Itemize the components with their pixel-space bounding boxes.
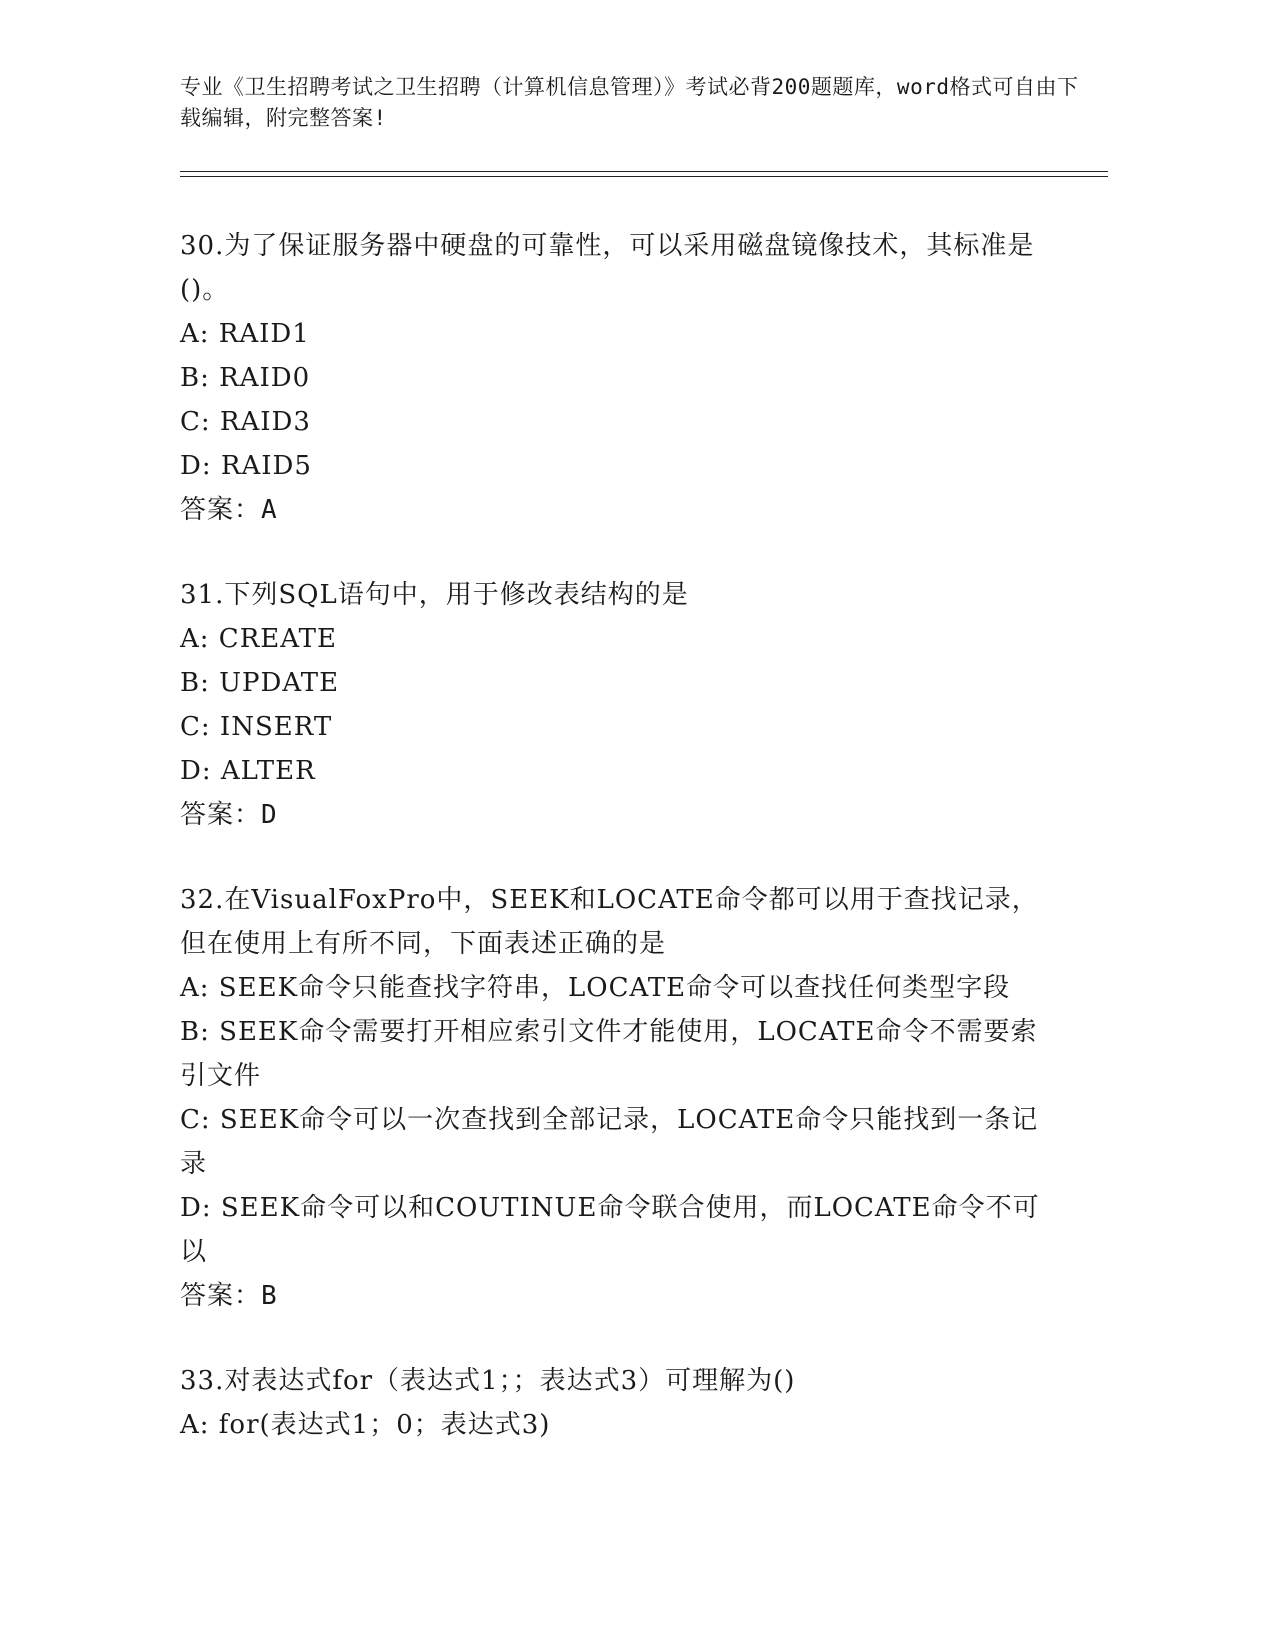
option-b: B: SEEK命令需要打开相应索引文件才能使用，LOCATE命令不需要索引文件 (180, 1017, 1038, 1091)
answer-text: 答案：A (180, 495, 278, 525)
header-divider (180, 171, 1108, 177)
option-d: D: ALTER (180, 756, 316, 786)
option-c: C: RAID3 (180, 407, 311, 437)
answer-text: 答案：B (180, 1281, 278, 1311)
option-a: A: CREATE (180, 624, 337, 654)
question-stem: 31.下列SQL语句中，用于修改表结构的是 (180, 580, 689, 610)
question-stem: 30.为了保证服务器中硬盘的可靠性，可以采用磁盘镜像技术，其标准是()。 (180, 231, 1035, 305)
question-30 (180, 224, 1060, 532)
option-c: C: SEEK命令可以一次查找到全部记录，LOCATE命令只能找到一条记录 (180, 1105, 1039, 1179)
question-stem: 33.对表达式for（表达式1；；表达式3）可理解为() (180, 1366, 796, 1396)
option-d: D: RAID5 (180, 451, 312, 481)
option-a: A: SEEK命令只能查找字符串，LOCATE命令可以查找任何类型字段 (180, 973, 1011, 1003)
question-32 (180, 878, 1060, 1318)
option-a: A: RAID1 (180, 319, 310, 349)
option-b: B: UPDATE (180, 668, 340, 698)
option-c: C: INSERT (180, 712, 333, 742)
question-33 (180, 1359, 1060, 1447)
document-header-text: 专业《卫生招聘考试之卫生招聘（计算机信息管理）》考试必背200题题库，word格式可自由下载编辑，附完整答案! (180, 75, 1079, 130)
answer-text: 答案：D (180, 800, 278, 830)
option-a: A: for(表达式1；0；表达式3) (180, 1410, 551, 1440)
question-stem: 32.在VisualFoxPro中，SEEK和LOCATE命令都可以用于查找记录，但在使用上有所不同，下面表述正确的是 (180, 885, 1039, 959)
question-list (180, 224, 1060, 1488)
option-b: B: RAID0 (180, 363, 311, 393)
option-d: D: SEEK命令可以和COUTINUE命令联合使用，而LOCATE命令不可以 (180, 1193, 1040, 1267)
question-31 (180, 573, 1060, 837)
